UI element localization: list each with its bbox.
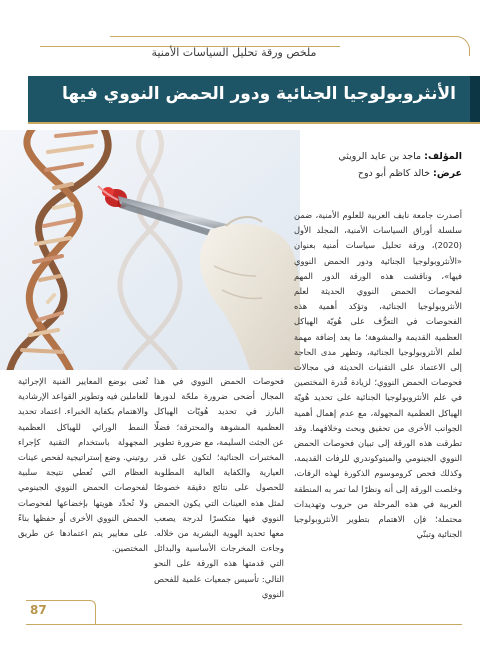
body-column-left (18, 374, 148, 556)
body-column-right (294, 208, 462, 542)
author-label: المؤلف: (424, 151, 462, 162)
title-bar (28, 76, 480, 122)
page-number: 87 (30, 603, 47, 617)
presenter-label: عرض: (433, 168, 462, 179)
presenter-line (302, 165, 462, 182)
body-paragraph: فحوصات الحمض النووي في هذا المجال أضحى ضرورة ملحّة لدورها البارز في تحديد هُويّات الهياكل العظمية المشوهة والمحترقة؛ فضلًا عن الجثث السليمة، مع ضرورة تطوير المختبرات الجنائية؛ لتكون على قدر العيارية والكفاية العالية المطلوبة للحصول على نتائج دقيقة خصوصًا لمثل هذه العينات التي يكون الحمض النووي فيها متكسرًا لدرجة يصعب معها تحديد الهوية البشرية من خلاله. وجاءت المخرجات الأساسية والبدائل التي قدمتها هذه الورقة على النحو التالي: تأسيس جمعيات علمية للفحص النووي (154, 376, 284, 599)
title-bar-accent (470, 76, 480, 122)
dna-helix-with-tweezers-image (0, 130, 300, 370)
title-underline (28, 122, 480, 124)
body-paragraph: تُعنى بوضع المعايير الفنية الإجرائية للعاملين فيه وتطوير القواعد الإرشادية والاهتمام بكفاية الخبراء. اعتماد تحديد النمط الوراثي للهياكل العظمية المجهولة باستخدام التقنية كإجراء روتيني. وضع إستراتيجية لفحص عينات العظام التي تُعطي نتيجة سلبية لفحوصات الحمض النووي الجينومي ولا تُحدِّد هويتها بإخضاعها لفحوصات الحمض النووي الأخرى أو حفظها بناءً على معايير يتم اعتمادها عن طريق المختصين. (18, 376, 148, 554)
body-column-middle (154, 374, 284, 602)
presenter-name: خالد كاظم أبو دوح (357, 168, 430, 179)
author-name: ماجد بن عايد الرويثي (338, 151, 422, 162)
body-paragraph: أصدرت جامعة نايف العربية للعلوم الأمنية، ضمن سلسلة أوراق السياسات الأمنية، المجلد الأول (2020)، ورقة تحليل سياسات أمنية بعنوان «الأنثروبولوجيا الجنائية ودور الحمض النووي فيها»، وناقشت هذه الورقة الدور المهم لفحوصات الحمض النووي الحديثة لعلم الأنثروبولوجيا الجنائية، وتؤكد أهمية هذه الفحوصات في التعرُّف على هُويّة الهياكل العظمية القديمة والمشوهة؛ ما يعد إضافة مهمة لعلم الأنثروبولوجيا الجنائية، وتظهر مدى الحاجة إلى الاعتماد على التقنيات الحديثة في مجالات فحوصات الحمض النووي؛ لزيادة قُدرة المختصين في علم الأنثروبولوجيا الجنائية على تحديد هُويّة الهياكل العظمية المجهولة، مع عدم إهمال أهمية الجوانب الأخرى من تحقيق وبحث وخلافهما. وقد تطرقت هذه الورقة إلى تبيان فحوصات الحمض النووي الجينومي والميتوكوندري للرفات القديمة، وكذلك فحص كروموسوم الذكورة لهذه الرفات، وخلصت الورقة إلى أنه ونظرًا لما تمر به المنطقة العربية في هذه المرحلة من حروب وتهديدات محتملة؛ فإن الاهتمام بتطوير الأنثروبولوجيا الجنائية وتبنّي (294, 210, 462, 540)
article-title: الأنثروبولوجيا الجنائية ودور الحمض النووي فيها (62, 84, 456, 104)
bottom-gold-line (26, 624, 462, 625)
author-line (302, 148, 462, 165)
author-block (302, 148, 462, 182)
section-label: ملخص ورقة تحليل السياسات الأمنية (151, 46, 317, 59)
